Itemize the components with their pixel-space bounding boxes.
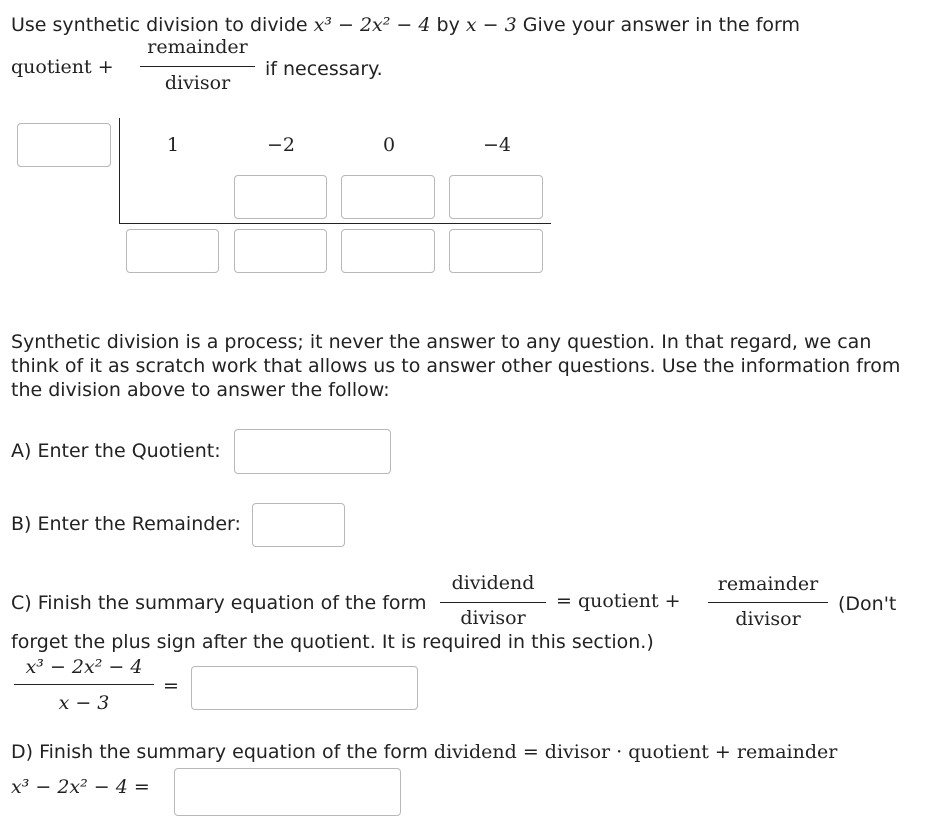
form-c-equals-quotient: = quotient + bbox=[556, 590, 681, 612]
summary-equation-input[interactable] bbox=[191, 666, 418, 710]
form-c-divisor: divisor bbox=[460, 607, 526, 629]
form-c-remainder-bar bbox=[708, 602, 828, 603]
part-d-form: dividend = divisor · quotient + remainder bbox=[433, 741, 838, 763]
part-b-label: B) Enter the Remainder: bbox=[11, 513, 241, 535]
part-d-line bbox=[11, 741, 837, 763]
coefficient-1: 1 bbox=[166, 134, 180, 156]
synthetic-row2-input-3[interactable] bbox=[449, 175, 543, 219]
problem-statement bbox=[11, 14, 800, 36]
form-c-dividend: dividend bbox=[451, 572, 535, 594]
equation-equals: = bbox=[163, 675, 179, 697]
quotient-input[interactable] bbox=[234, 429, 391, 474]
form-c-fraction-bar bbox=[440, 602, 546, 603]
synthetic-divisor-input[interactable] bbox=[17, 123, 111, 167]
part-c-note: forget the plus sign after the quotient. It is required in this section.) bbox=[11, 631, 654, 653]
dont-text: (Don't bbox=[838, 593, 897, 615]
dividend-expression: x³ − 2x² − 4 bbox=[313, 14, 431, 36]
coefficient-4: −4 bbox=[482, 134, 511, 156]
equation-denominator: x − 3 bbox=[58, 692, 110, 714]
form-remainder: remainder bbox=[147, 36, 248, 58]
synthetic-result-input-3[interactable] bbox=[341, 229, 435, 273]
part-c-label: C) Finish the summary equation of the form bbox=[11, 592, 427, 614]
instruction-text: Give your answer in the form bbox=[522, 14, 801, 36]
if-necessary-text: if necessary. bbox=[265, 58, 383, 80]
form-fraction-bar bbox=[140, 66, 255, 67]
synthetic-result-input-2[interactable] bbox=[234, 229, 327, 273]
intro-text: Use synthetic division to divide bbox=[11, 14, 308, 36]
equation-numerator: x³ − 2x² − 4 bbox=[25, 656, 143, 678]
synthetic-result-input-1[interactable] bbox=[126, 229, 219, 273]
product-form-input[interactable] bbox=[174, 768, 401, 816]
synthetic-result-input-4[interactable] bbox=[449, 229, 543, 273]
part-a-label: A) Enter the Quotient: bbox=[11, 440, 221, 462]
equation-fraction-bar bbox=[14, 684, 154, 685]
explanation-paragraph: Synthetic division is a process; it never the answer to any question. In that regard, we can think of it as scratch work that allows us to answer other questions. Use the information from the division above to answer the follow: bbox=[11, 331, 901, 401]
part-d-lhs: x³ − 2x² − 4 = bbox=[11, 776, 150, 798]
part-d-label: D) Finish the summary equation of the form bbox=[11, 741, 428, 763]
remainder-input[interactable] bbox=[252, 503, 345, 547]
synthetic-row2-input-1[interactable] bbox=[234, 175, 327, 219]
divisor-expression: x − 3 bbox=[465, 14, 517, 36]
form-c-remainder-divisor: divisor bbox=[735, 608, 801, 630]
division-horizontal-line bbox=[119, 223, 551, 224]
coefficient-3: 0 bbox=[382, 134, 396, 156]
by-text: by bbox=[436, 14, 460, 36]
synthetic-row2-input-2[interactable] bbox=[341, 175, 435, 219]
coefficient-2: −2 bbox=[266, 134, 295, 156]
form-divisor: divisor bbox=[164, 72, 231, 94]
form-c-remainder: remainder bbox=[717, 573, 819, 595]
division-vertical-line bbox=[119, 118, 120, 224]
form-quotient-plus: quotient + bbox=[11, 56, 114, 78]
